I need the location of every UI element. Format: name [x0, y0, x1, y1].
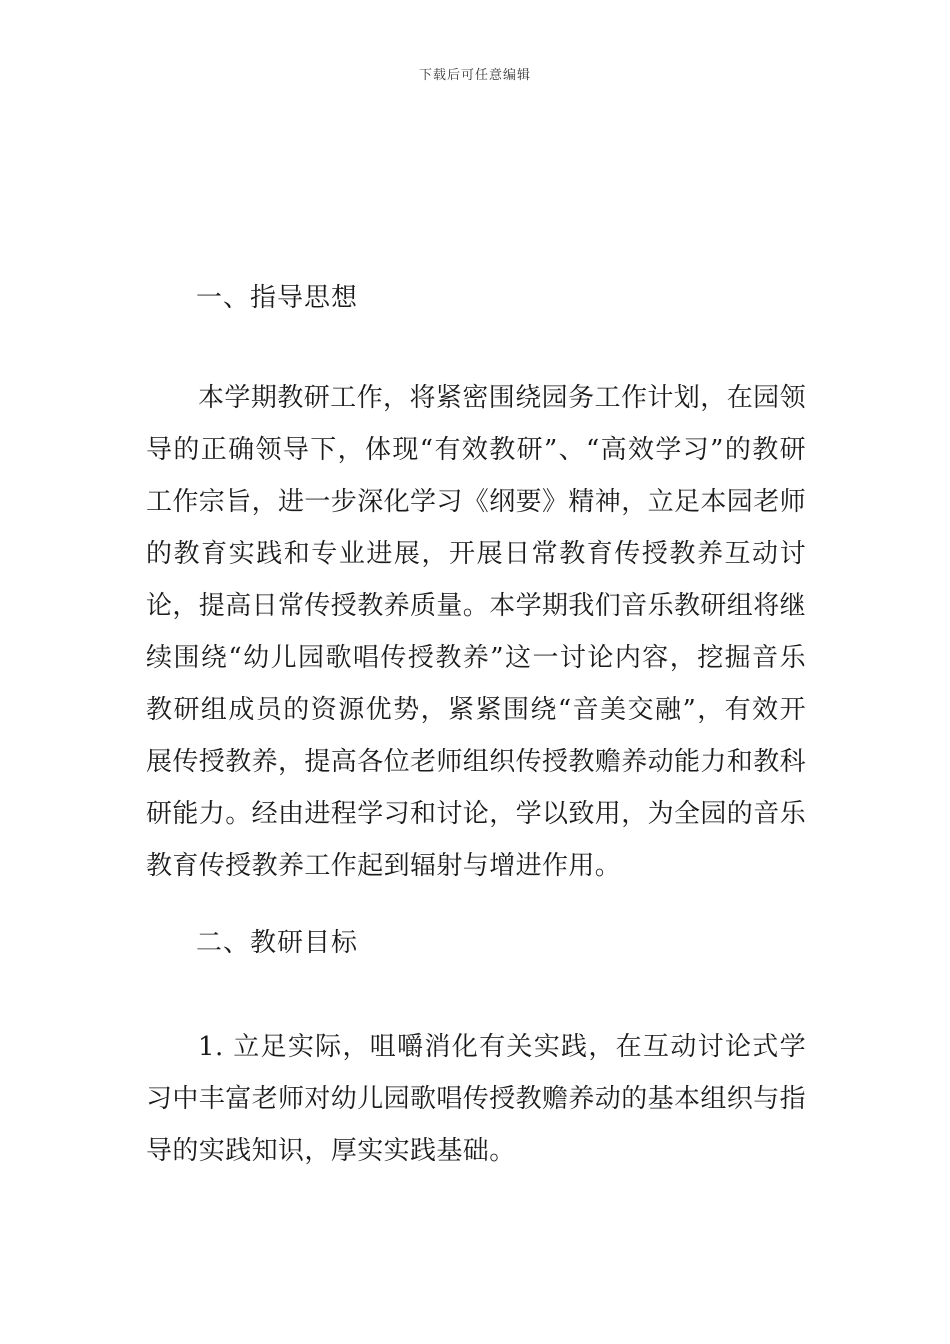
- section-heading-research-goals: 二、教研目标: [196, 928, 359, 958]
- header-note: 下载后可任意编辑: [418, 68, 531, 83]
- section-heading-guiding-thought: 一、指导思想: [196, 283, 359, 313]
- paragraph-research-goal-1: 1. 立足实际，咀嚼消化有关实践，在互动讨论式学习中丰富老师对幼儿园歌唱传授教赡养动的基本组织与指导的实践知识，厚实实践基础。: [146, 1032, 807, 1166]
- paragraph-guiding-thought: 本学期教研工作，将紧密围绕园务工作计划，在园领导的正确领导下，体现“有效教研”、“高效学习”的教研工作宗旨，进一步深化学习《纲要》精神，立足本园老师的教育实践和专业进展，开展日常教育传授教养互动讨论，提高日常传授教养质量。本学期我们音乐教研组将继续围绕“幼儿园歌唱传授教养”这一讨论内容，挖掘音乐教研组成员的资源优势，紧紧围绕“音美交融”，有效开展传授教养，提高各位老师组织传授教赡养动能力和教科研能力。经由进程学习和讨论，学以致用，为全园的音乐教育传授教养工作起到辐射与增进作用。: [146, 383, 807, 881]
